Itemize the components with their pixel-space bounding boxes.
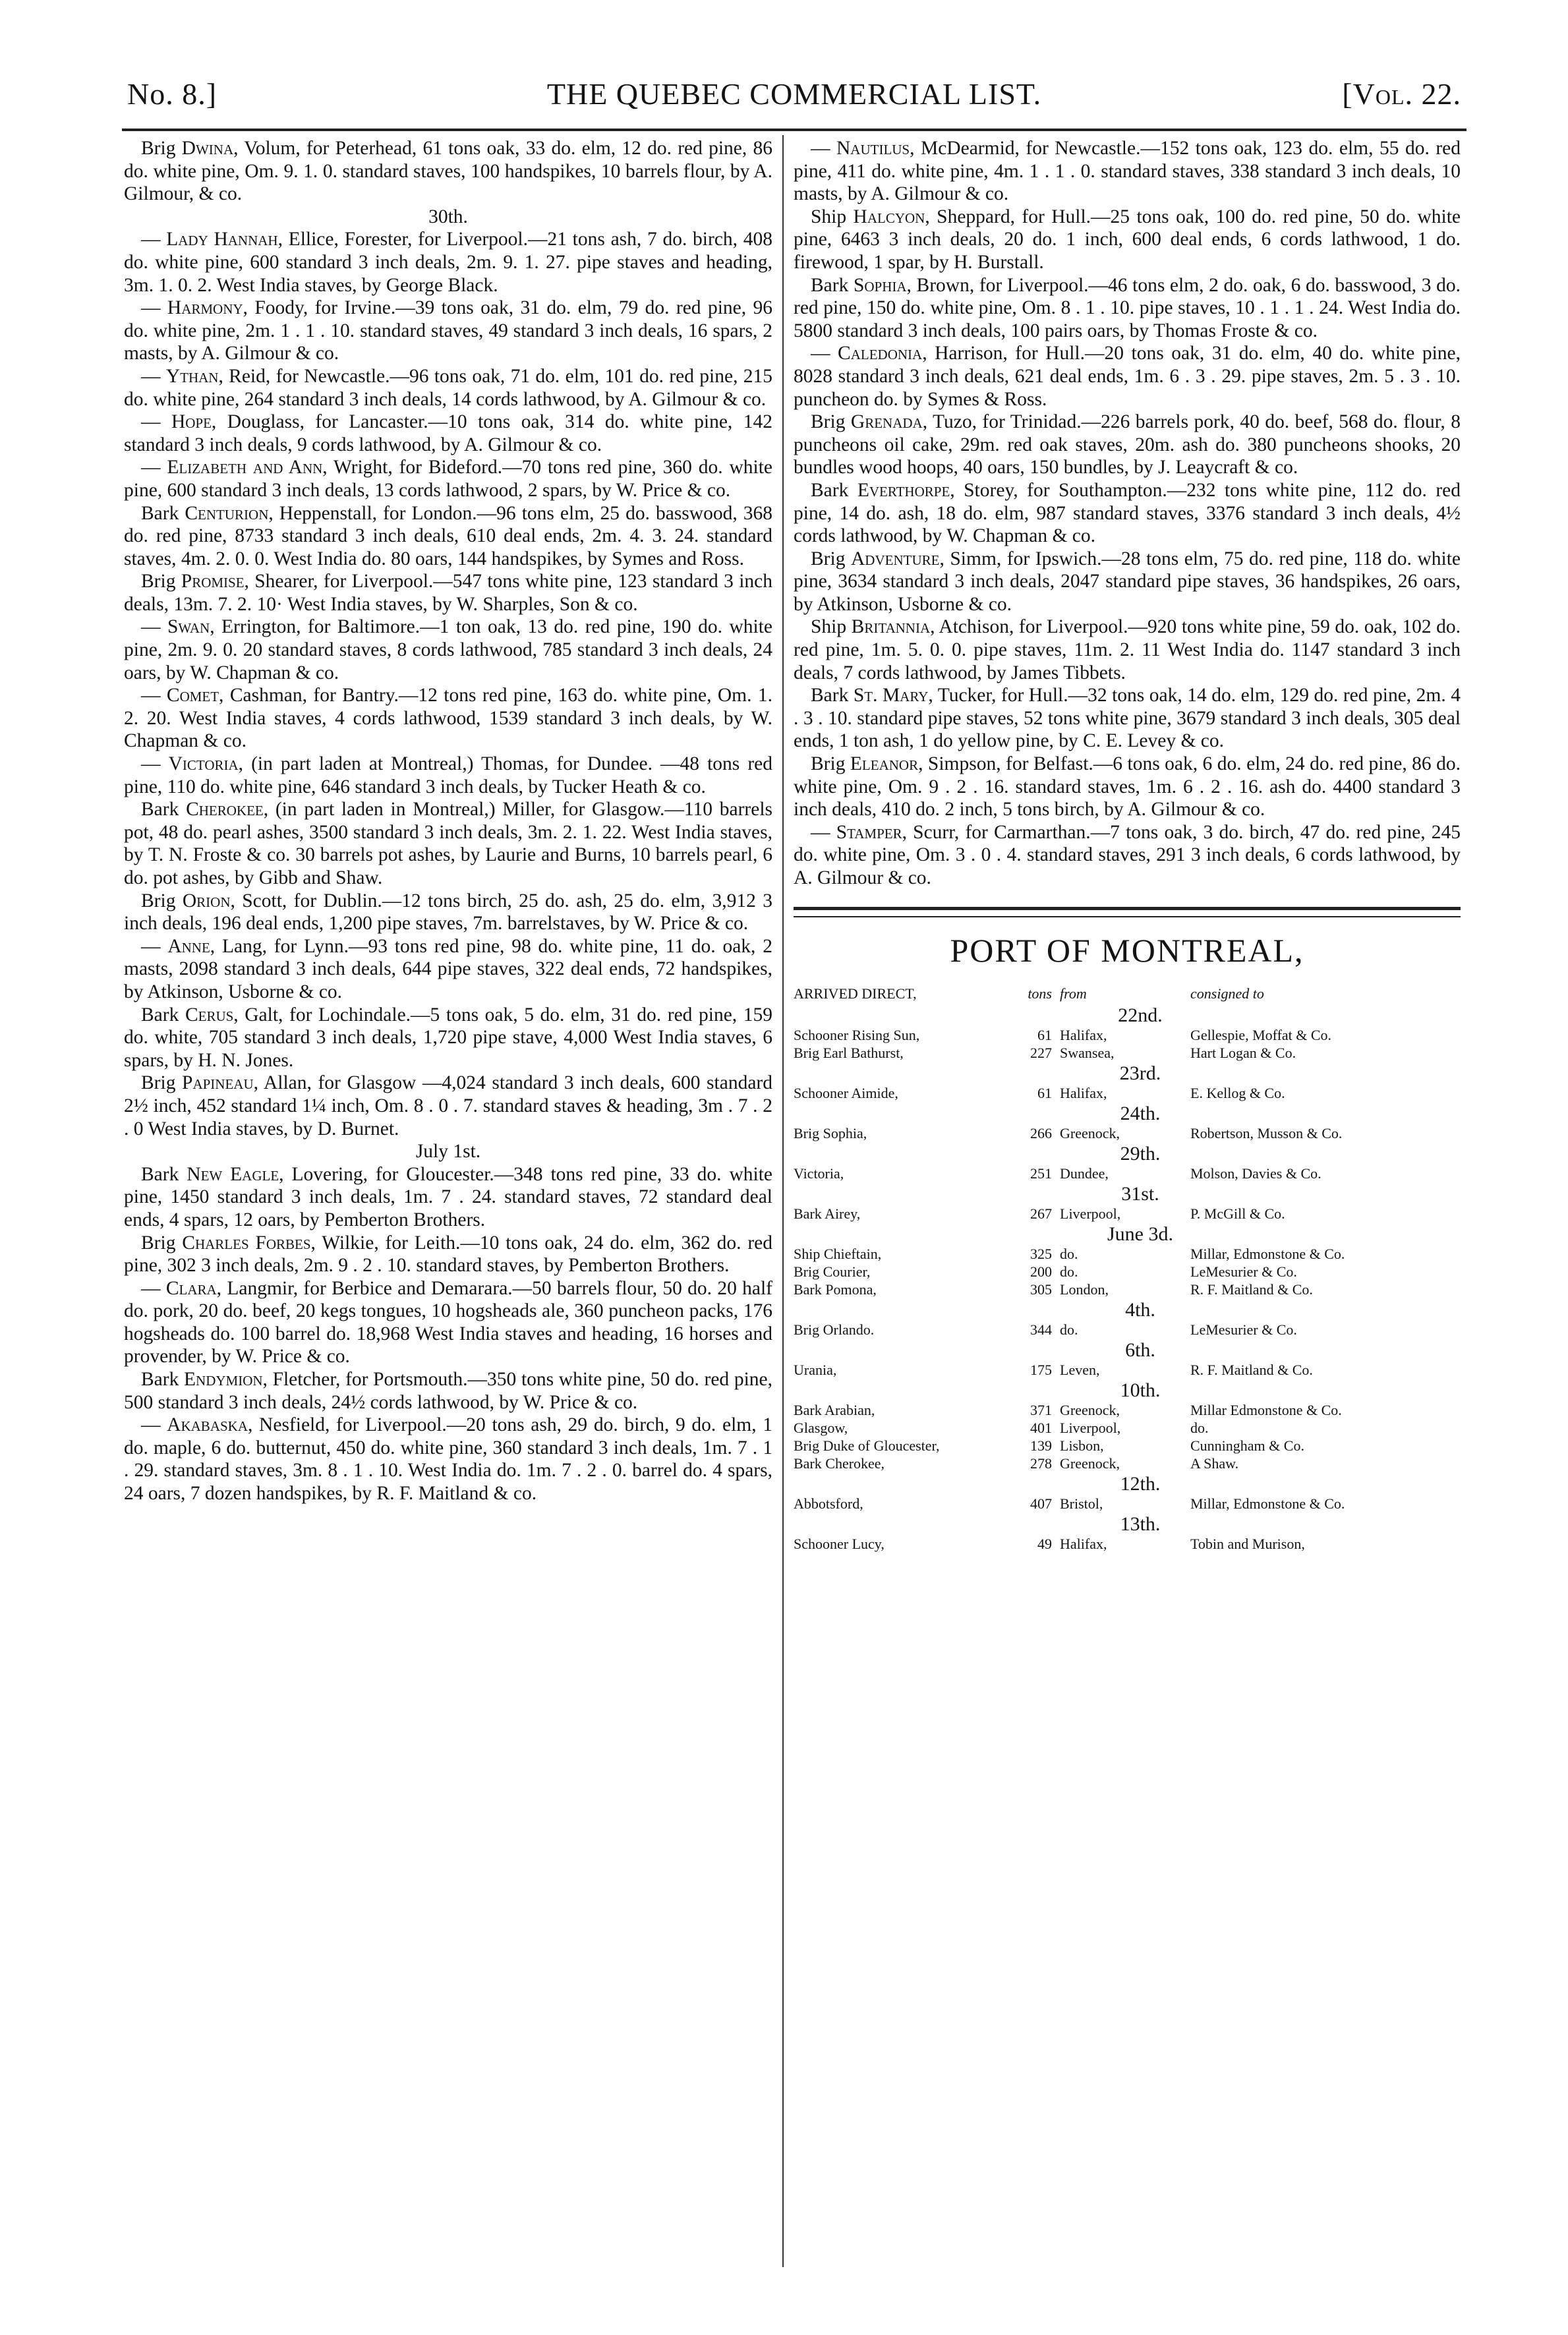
cargo-details: Volum, for Peterhead, 61 tons oak, 33 do. elm, 12 do. red pine, 86 do. white pine, Om. 9. 1. 0. standard staves, 100 handspikes, 10 barrels flour, by A. Gilmour, & co. [124,138,772,205]
vessel-name: Ythan, [165,365,223,387]
arrival-date: 31st. [1121,1182,1159,1205]
arrival-vessel: Brig Duke of Gloucester, [794,1437,940,1454]
vessel-type: — [141,685,167,706]
arrival-consignee: R. F. Maitland & Co. [1190,1361,1313,1378]
vessel-type: — [811,343,838,364]
vessel-type: Brig [811,411,851,433]
vessel-name: Comet, [166,685,224,706]
arrival-consignee: Tobin and Murison, [1190,1535,1305,1552]
volume-number: [Vol. 22. [1342,77,1461,111]
cargo-details: Errington, for Baltimore.—1 ton oak, 13 do. red pine, 190 do. white pine, 2m. 9. 0. 20 standard staves, 8 cords lathwood, 785 standard 3 inch deals, 24 oars, by W. Chapman & co. [124,616,773,683]
shipping-entry [794,206,1461,274]
cargo-details: Tuzo, for Trinidad.—226 barrels pork, 40 do. beef, 568 do. flour, 8 puncheons oil cake, 29m. red oak staves, 20m. ash do. 380 puncheons shooks, 20 bundles wood hoops, 40 oars, 150 bundles, by J. Leaycraft & co. [794,411,1461,478]
arrival-date: 4th. [1125,1298,1155,1321]
arrival-row [794,1401,1461,1419]
arrival-from: Swansea, [1060,1044,1115,1061]
arrival-from: Greenock, [1060,1124,1120,1141]
arrival-from: Greenock, [1060,1401,1120,1418]
right-column [794,137,1461,1553]
arrival-from: Lisbon, [1060,1437,1104,1454]
arrival-consignee: do. [1190,1419,1209,1436]
cargo-details: Douglass, for Lancaster.—10 tons oak, 314 do. white pine, 142 standard 3 inch deals, 9 cords lathwood, by A. Gilmour & co. [124,411,772,455]
cargo-details: Foody, for Irvine.—39 tons oak, 31 do. elm, 79 do. red pine, 96 do. white pine, 2m. 1 . 1 . 10. standard staves, 49 standard 3 inch deals, 16 spars, 2 masts, by A. Gilmour & co. [124,297,773,364]
vessel-name: Lady Hannah, [166,229,283,250]
arrival-from: do. [1060,1263,1078,1280]
arrival-row [794,1263,1461,1281]
vessel-name: Harmony, [167,297,248,319]
arrival-row [794,1245,1461,1263]
vessel-type: Brig [141,571,181,592]
vessel-type: — [141,753,169,775]
shipping-entry [794,684,1461,753]
arrival-row [794,1281,1461,1298]
shipping-entry [794,137,1461,206]
vessel-name: Centurion, [185,502,274,524]
vessel-type: — [141,935,168,957]
arrival-from: do. [1060,1245,1078,1262]
arrival-vessel: Bark Airey, [794,1205,861,1222]
shipping-entry [124,297,772,365]
arrival-tons: 266 [1030,1124,1052,1141]
arrival-vessel: Bark Arabian, [794,1401,875,1418]
vessel-type: Bark [141,1369,185,1391]
shipping-entry [124,798,772,889]
vessel-name: Nautilus, [836,138,915,159]
arrival-row [794,1165,1461,1182]
arrival-vessel: Bark Cherokee, [794,1455,885,1472]
vessel-type: — [141,1414,167,1436]
vessel-name: Charles Forbes, [182,1232,316,1254]
shipping-entry [124,1163,772,1232]
arrivals-table [794,985,1461,1553]
shipping-entry [124,365,772,411]
arrival-vessel: Glasgow, [794,1419,848,1436]
arrival-date: 24th. [1120,1102,1161,1124]
shipping-entry [794,821,1461,890]
shipping-entry [124,228,772,297]
vessel-name: St. Mary, [853,685,933,706]
arrival-date: 23rd. [1119,1062,1161,1084]
arrival-vessel: Ship Chieftain, [794,1245,882,1262]
vessel-name: Eleanor, [850,753,923,775]
cargo-details: Heppenstall, for London.—96 tons elm, 25 do. basswood, 368 do. red pine, 8733 standard 3 inch deals, 610 deal ends, 2m. 4. 3. 24. standard staves, 4m. 2. 0. 0. West India do. 80 oars, 144 handspikes, by Symes and Ross. [124,502,772,569]
vessel-name: Papineau, [182,1072,258,1094]
shipping-entry [124,890,772,935]
vessel-name: Hope, [171,411,217,433]
vessel-type: Brig [141,890,183,911]
arrival-tons: 407 [1030,1495,1052,1512]
vessel-type: — [811,138,836,159]
cargo-details: (in part laden at Montreal,) Thomas, for Dundee. —48 tons red pine, 110 do. white pine, 646 standard 3 inch deals, by Tucker Heath & co. [124,753,772,797]
cargo-details: Brown, for Liverpool.—46 tons elm, 2 do. oak, 6 do. basswood, 3 do. red pine, 150 do. white pine, Om. 8 . 1 . 10. pipe staves, 10 . 1 . 1 . 24. West India do. 5800 standard 3 inch deals, 100 pairs oars, by Thomas Froste & co. [794,274,1461,341]
port-section-title: PORT OF MONTREAL, [950,931,1304,969]
vessel-type: Ship [811,616,852,638]
vessel-name: New Eagle, [187,1163,284,1185]
cargo-details: Ellice, Forester, for Liverpool.—21 tons ash, 7 do. birch, 408 do. white pine, 600 standard 3 inch deals, 2m. 9. 1. 27. pipe staves and heading, 3m. 1. 0. 2. West India staves, by George Black. [124,229,773,296]
vessel-name: Swan, [167,616,215,638]
arrival-vessel: Brig Orlando. [794,1321,875,1338]
arrival-from: Halifax, [1060,1084,1107,1101]
header-vessel: ARRIVED DIRECT, [794,985,917,1002]
vessel-name: Britannia, [851,616,935,638]
arrival-consignee: Millar, Edmonstone & Co. [1190,1495,1345,1512]
arrival-consignee: Robertson, Musson & Co. [1190,1124,1343,1141]
shipping-entry [124,1004,772,1072]
vessel-name: Akabaska, [167,1414,253,1436]
arrival-from: do. [1060,1321,1078,1338]
cargo-details: Wright, for Bideford.—70 tons red pine, 360 do. white pine, 600 standard 3 inch deals, 13 cords lathwood, 2 spars, by W. Price & co. [124,457,773,501]
arrival-tons: 61 [1037,1084,1052,1101]
arrival-consignee: Hart Logan & Co. [1190,1044,1296,1061]
vessel-type: Brig [811,753,850,775]
vessel-type: — [141,229,167,250]
vessel-name: Sophia, [853,274,912,296]
arrival-from: Halifax, [1060,1026,1107,1043]
arrival-date: 12th. [1120,1472,1161,1495]
shipping-entry [124,1368,772,1414]
page-header [122,71,1466,124]
arrival-row [794,1084,1461,1102]
arrival-date: June 3d. [1107,1223,1173,1245]
cargo-details: Simpson, for Belfast.—6 tons oak, 6 do. elm, 24 do. red pine, 86 do. white pine, Om. 9 . 2 . 16. standard staves, 1m. 6 . 2 . 16. ash do. 4400 standard 3 inch deals, 410 do. 2 inch, 5 tons birch, by A. Gilmour & co. [794,753,1461,821]
vessel-type: Brig [811,548,851,569]
vessel-type: Bark [811,685,854,706]
vessel-type: — [141,411,171,433]
arrival-row [794,1124,1461,1142]
shipping-entry [124,411,772,456]
cargo-details: Tucker, for Hull.—32 tons oak, 14 do. elm, 129 do. red pine, 2m. 4 . 3 . 10. standard pipe staves, 52 tons white pine, 3679 standard 3 inch deals, 305 deal ends, 1 ton ash, 1 do yellow pine, by C. E. Levey & co. [794,685,1461,752]
cargo-details: Lang, for Lynn.—93 tons red pine, 98 do. white pine, 11 do. oak, 2 masts, 2098 standard 3 inch deals, 644 pipe staves, 322 deal ends, 72 handspikes, by Atkinson, Usborne & co. [124,935,772,1002]
header-tons: tons [1028,985,1052,1002]
arrival-tons: 251 [1030,1165,1052,1182]
arrival-tons: 325 [1030,1245,1052,1262]
vessel-name: Grenada, [850,411,928,433]
cargo-details: Wilkie, for Leith.—10 tons oak, 24 do. elm, 362 do. red pine, 302 3 inch deals, 2m. 9 . 2 . 10. standard staves, by Pemberton Brothers. [124,1232,772,1277]
shipping-entry [794,411,1461,479]
arrival-row [794,1044,1461,1062]
shipping-entry [794,616,1461,684]
vessel-name: Endymion, [184,1369,268,1391]
shipping-entry [794,479,1461,548]
shipping-entry [124,456,772,502]
arrival-consignee: Molson, Davies & Co. [1190,1165,1321,1182]
arrival-row [794,1321,1461,1339]
arrival-vessel: Brig Earl Bathurst, [794,1044,904,1061]
vessel-type: — [141,457,167,478]
arrival-from: Greenock, [1060,1455,1120,1472]
column-divider [782,135,784,2267]
vessel-type: — [141,616,167,638]
shipping-entry [794,753,1461,821]
arrival-tons: 227 [1030,1044,1052,1061]
cargo-details: Storey, for Southampton.—232 tons white pine, 112 do. red pine, 14 do. ash, 18 do. elm, 987 standard staves, 3376 standard 3 inch deals, 4½ cords lathwood, by W. Chapman & co. [794,479,1461,547]
shipping-entry [124,684,772,753]
arrival-date: 29th. [1120,1142,1161,1165]
shipping-entry [124,137,772,206]
arrival-row [794,1437,1461,1455]
vessel-name: Stamper, [836,821,907,843]
arrival-tons: 200 [1030,1263,1052,1280]
arrival-date: 6th. [1125,1339,1155,1361]
arrival-row [794,1495,1461,1513]
shipping-entry [124,570,772,616]
vessel-type: Bark [141,1163,187,1185]
issue-number: No. 8.] [127,77,218,111]
shipping-entry [124,616,772,684]
cargo-details: Scott, for Dublin.—12 tons birch, 25 do. ash, 25 do. elm, 3,912 3 inch deals, 196 deal ends, 1,200 pipe staves, 7m. barrelstaves, by W. Price & co. [124,890,772,935]
arrival-vessel: Abbotsford, [794,1495,863,1512]
vessel-type: Bark [141,799,187,821]
vessel-name: Orion, [182,890,235,911]
shipping-entry [124,1414,772,1505]
arrival-vessel: Bark Pomona, [794,1281,877,1298]
arrival-consignee: Millar, Edmonstone & Co. [1190,1245,1345,1262]
vessel-name: Clara, [165,1277,222,1299]
left-column [124,137,772,1505]
arrival-from: Bristol, [1060,1495,1103,1512]
shipping-entry [124,935,772,1004]
arrival-vessel: Schooner Aimide, [794,1084,898,1101]
vessel-type: — [141,1277,166,1299]
shipping-entry [794,548,1461,616]
date-heading: July 1st. [415,1141,481,1163]
vessel-type: Ship [811,206,854,227]
arrival-consignee: LeMesurier & Co. [1190,1321,1297,1338]
cargo-details: Sheppard, for Hull.—25 tons oak, 100 do. red pine, 50 do. white pine, 6463 3 inch deals, 20 do. 1 inch, 600 deal ends, 6 cords lathwood, 1 do. firewood, 1 spar, by H. Burstall. [794,206,1461,273]
cargo-details: Langmir, for Berbice and Demarara.—50 barrels flour, 50 do. 20 half do. pork, 20 do. beef, 20 kegs tongues, 10 hogsheads ale, 360 puncheon packs, 176 hogsheads do. 100 barrel do. 18,968 West India staves and heading, 16 horses and provender, by W. Price & co. [124,1277,772,1368]
arrival-vessel: Brig Sophia, [794,1124,867,1141]
arrival-from: Liverpool, [1060,1205,1121,1222]
shipping-entry [794,342,1461,411]
arrival-tons: 371 [1030,1401,1052,1418]
cargo-details: Reid, for Newcastle.—96 tons oak, 71 do. elm, 101 do. red pine, 215 do. white pine, 264 standard 3 inch deals, 14 cords lathwood, by A. Gilmour & co. [124,365,773,410]
cargo-details: Shearer, for Liverpool.—547 tons white pine, 123 standard 3 inch deals, 13m. 7. 2. 10· West India staves, by W. Sharples, Son & co. [124,571,772,615]
shipping-entry [124,1232,772,1277]
arrival-tons: 344 [1030,1321,1052,1338]
arrival-date: 10th. [1120,1379,1161,1401]
arrival-row [794,1535,1461,1553]
vessel-type: Brig [141,1232,183,1254]
arrival-row [794,1026,1461,1044]
arrival-consignee: LeMesurier & Co. [1190,1263,1297,1280]
vessel-name: Everthorpe, [857,479,955,501]
publication-title: THE QUEBEC COMMERCIAL LIST. [546,77,1042,111]
shipping-entry [124,1277,772,1368]
arrival-vessel: Schooner Rising Sun, [794,1026,920,1043]
vessel-type: Brig [141,1072,183,1094]
cargo-details: McDearmid, for Newcastle.—152 tons oak, 123 do. elm, 55 do. red pine, 411 do. white pine, 4m. 1 . 1 . 0. standard staves, 338 standard 3 inch deals, 10 masts, by A. Gilmour & co. [794,138,1461,205]
arrival-tons: 278 [1030,1455,1052,1472]
arrival-consignee: Gellespie, Moffat & Co. [1190,1026,1332,1043]
header-from: from [1060,985,1087,1002]
cargo-details: Galt, for Lochindale.—5 tons oak, 5 do. elm, 31 do. red pine, 159 do. white, 705 standard 3 inch deals, 1,720 pipe stave, 4,000 West India staves, 6 spars, by H. N. Jones. [124,1004,773,1071]
header-consignee: consigned to [1190,985,1264,1002]
vessel-name: Anne, [167,935,216,957]
arrival-vessel: Brig Courier, [794,1263,871,1280]
vessel-type: Bark [811,274,854,296]
shipping-entry [124,502,772,571]
vessel-name: Adventure, [851,548,944,569]
cargo-details: Cashman, for Bantry.—12 tons red pine, 163 do. white pine, Om. 1. 2. 20. West India staves, 4 cords lathwood, 1539 standard 3 inch deals, by W. Chapman & co. [124,685,772,752]
cargo-details: Simm, for Ipswich.—28 tons elm, 75 do. red pine, 118 do. white pine, 3634 standard 3 inch deals, 2047 standard pipe staves, 36 handspikes, 26 oars, by Atkinson, Usborne & co. [794,548,1461,615]
vessel-type: — [811,821,836,843]
section-rule [794,907,1461,917]
arrival-date: 22nd. [1118,1004,1163,1026]
cargo-details: Fletcher, for Portsmouth.—350 tons white pine, 50 do. red pine, 500 standard 3 inch deals, 24½ cords lathwood, by W. Price & co. [124,1369,773,1413]
arrivals-body [794,1005,1461,1553]
arrivals-header-row [794,985,1461,1002]
vessel-name: Victoria, [168,753,244,775]
vessel-name: Caledonia, [838,343,927,364]
arrival-tons: 267 [1030,1205,1052,1222]
cargo-details: Harrison, for Hull.—20 tons oak, 31 do. elm, 40 do. white pine, 8028 standard 3 inch deals, 621 deal ends, 1m. 6 . 3 . 29. pipe staves, 2m. 5 . 3 . 10. puncheon do. by Symes & Ross. [794,343,1461,410]
arrival-tons: 139 [1030,1437,1052,1454]
cargo-details: Nesfield, for Liverpool.—20 tons ash, 29 do. birch, 9 do. elm, 1 do. maple, 6 do. butternut, 450 do. white pine, 360 standard 3 inch deals, 1m. 7 . 1 . 29. standard staves, 3m. 8 . 1 . 10. West India do. 1m. 7 . 2 . 0. barrel do. 4 spars, 24 oars, 7 dozen handspikes, by R. F. Maitland & co. [124,1414,773,1505]
arrival-tons: 61 [1037,1026,1052,1043]
vessel-type: — [141,297,167,319]
arrival-consignee: Cunningham & Co. [1190,1437,1304,1454]
arrival-tons: 401 [1030,1419,1052,1436]
vessel-type: — [141,365,166,387]
arrival-from: Dundee, [1060,1165,1109,1182]
arrival-tons: 49 [1037,1535,1052,1552]
vessel-name: Promise, [181,571,249,592]
shipping-entry [794,274,1461,343]
arrival-row [794,1455,1461,1472]
cargo-details: (in part laden in Montreal,) Miller, for Glasgow.—110 barrels pot, 48 do. pearl ashes, 3500 standard 3 inch deals, 3m. 2. 1. 22. West India staves, by T. N. Froste & co. 30 barrels pot ashes, by Laurie and Burns, 10 barrels pearl, 6 do. pot ashes, by Gibb and Shaw. [124,799,773,888]
shipping-entry [124,1072,772,1140]
arrival-consignee: P. McGill & Co. [1190,1205,1285,1222]
arrival-vessel: Urania, [794,1361,837,1378]
arrival-date: 13th. [1120,1513,1161,1535]
arrival-consignee: A Shaw. [1190,1455,1239,1472]
arrival-from: Halifax, [1060,1535,1107,1552]
arrival-from: Liverpool, [1060,1419,1121,1436]
arrival-tons: 305 [1030,1281,1052,1298]
arrival-consignee: E. Kellog & Co. [1190,1084,1285,1101]
arrival-from: Leven, [1060,1361,1100,1378]
header-rule [122,129,1466,131]
shipping-entry [124,753,772,798]
vessel-name: Cerus, [185,1004,239,1025]
arrival-row [794,1205,1461,1223]
arrival-vessel: Schooner Lucy, [794,1535,885,1552]
cargo-details: Scurr, for Carmarthan.—7 tons oak, 3 do. birch, 47 do. red pine, 245 do. white pine, Om. 3 . 0 . 4. standard staves, 291 3 inch deals, 6 cords lathwood, by A. Gilmour & co. [794,821,1461,888]
vessel-type: Bark [811,479,857,501]
right-column-entries [794,137,1461,890]
arrival-consignee: Millar Edmonstone & Co. [1190,1401,1342,1418]
vessel-name: Elizabeth and Ann, [167,457,328,478]
cargo-details: Atchison, for Liverpool.—920 tons white pine, 59 do. oak, 102 do. red pine, 1m. 5. 0. 0. pipe staves, 11m. 2. 11 West India do. 1147 standard 3 inch deals, 7 cords lathwood, by James Tibbets. [794,616,1461,683]
vessel-type: Bark [141,1004,185,1025]
cargo-details: Lovering, for Gloucester.—348 tons red pine, 33 do. white pine, 1450 standard 3 inch deals, 1m. 7 . 24. standard staves, 72 standard deal ends, 4 spars, 12 oars, by Pemberton Brothers. [124,1163,773,1230]
vessel-type: Brig [141,138,182,159]
vessel-name: Dwina, [181,138,239,159]
arrival-consignee: R. F. Maitland & Co. [1190,1281,1313,1298]
arrival-row [794,1419,1461,1437]
vessel-type: Bark [141,502,185,524]
arrival-tons: 175 [1030,1361,1052,1378]
date-heading: 30th. [428,206,468,227]
arrival-row [794,1361,1461,1379]
cargo-details: Allan, for Glasgow —4,024 standard 3 inch deals, 600 standard 2½ inch, 452 standard 1¼ inch, Om. 8 . 0 . 7. standard staves & heading, 3m . 7 . 2 . 0 West India staves, by D. Burnet. [124,1072,772,1139]
vessel-name: Cherokee, [186,799,269,821]
vessel-name: Halcyon, [853,206,930,227]
arrival-vessel: Victoria, [794,1165,844,1182]
arrival-from: London, [1060,1281,1109,1298]
